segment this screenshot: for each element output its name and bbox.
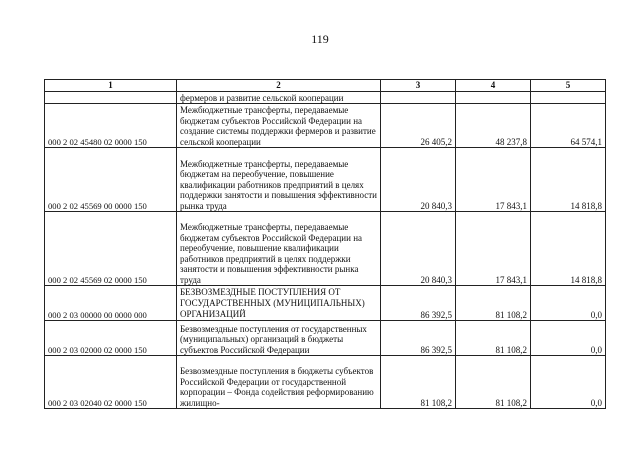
value-cell [456, 92, 531, 104]
table-row [45, 356, 606, 409]
column-header: 1 [45, 80, 177, 92]
page-number: 119 [311, 32, 329, 46]
value-cell: 26 405,2 [381, 104, 456, 148]
code-cell: 000 2 02 45569 02 0000 150 [45, 212, 177, 286]
value-cell: 48 237,8 [456, 104, 531, 148]
table-header-row [45, 80, 606, 92]
value-cell: 81 108,2 [381, 356, 456, 409]
description-cell: фермеров и развитие сельской кооперации [177, 92, 381, 104]
description-cell: Межбюджетные трансферты, передаваемые бюджетам субъектов Российской Федерации на создание системы поддержки фермеров и развитие сельской кооперации [177, 104, 381, 148]
code-cell: 000 2 02 45480 02 0000 150 [45, 104, 177, 148]
description-cell: Межбюджетные трансферты, передаваемые бюджетам на переобучение, повышение квалификации работников предприятий в целях поддержки занятости и повышения эффективности рынка труда [177, 148, 381, 212]
value-cell: 17 843,1 [456, 148, 531, 212]
description-cell: Безвозмездные поступления от государственных (муниципальных) организаций в бюджеты субъектов Российской Федерации [177, 321, 381, 356]
column-header: 2 [177, 80, 381, 92]
value-cell: 86 392,5 [381, 321, 456, 356]
table-row [45, 212, 606, 286]
value-cell: 0,0 [531, 356, 606, 409]
value-cell: 0,0 [531, 321, 606, 356]
value-cell: 64 574,1 [531, 104, 606, 148]
description-cell: БЕЗВОЗМЕЗДНЫЕ ПОСТУПЛЕНИЯ ОТ ГОСУДАРСТВЕННЫХ (МУНИЦИПАЛЬНЫХ) ОРГАНИЗАЦИЙ [177, 286, 381, 321]
value-cell: 20 840,3 [381, 148, 456, 212]
value-cell: 81 108,2 [456, 321, 531, 356]
column-header: 3 [381, 80, 456, 92]
code-cell: 000 2 03 00000 00 0000 000 [45, 286, 177, 321]
value-cell [531, 92, 606, 104]
value-cell: 14 818,8 [531, 148, 606, 212]
value-cell: 86 392,5 [381, 286, 456, 321]
description-cell: Межбюджетные трансферты, передаваемые бюджетам субъектов Российской Федерации на переобучение, повышение квалификации работников предприятий в целях поддержки занятости и повышения эффективности рынка труда [177, 212, 381, 286]
code-cell: 000 2 03 02000 02 0000 150 [45, 321, 177, 356]
value-cell: 17 843,1 [456, 212, 531, 286]
value-cell: 0,0 [531, 286, 606, 321]
value-cell: 81 108,2 [456, 286, 531, 321]
value-cell [381, 92, 456, 104]
code-cell: 000 2 03 02040 02 0000 150 [45, 356, 177, 409]
description-cell: Безвозмездные поступления в бюджеты субъектов Российской Федерации от государственной корпорации – Фонда содействия реформированию жилищно- [177, 356, 381, 409]
table-row [45, 321, 606, 356]
column-header: 4 [456, 80, 531, 92]
code-cell [45, 92, 177, 104]
table-row [45, 286, 606, 321]
budget-table [44, 79, 606, 409]
table-row [45, 148, 606, 212]
table-row [45, 104, 606, 148]
value-cell: 81 108,2 [456, 356, 531, 409]
value-cell: 20 840,3 [381, 212, 456, 286]
code-cell: 000 2 02 45569 00 0000 150 [45, 148, 177, 212]
table-row-continuation [45, 92, 606, 104]
value-cell: 14 818,8 [531, 212, 606, 286]
column-header: 5 [531, 80, 606, 92]
